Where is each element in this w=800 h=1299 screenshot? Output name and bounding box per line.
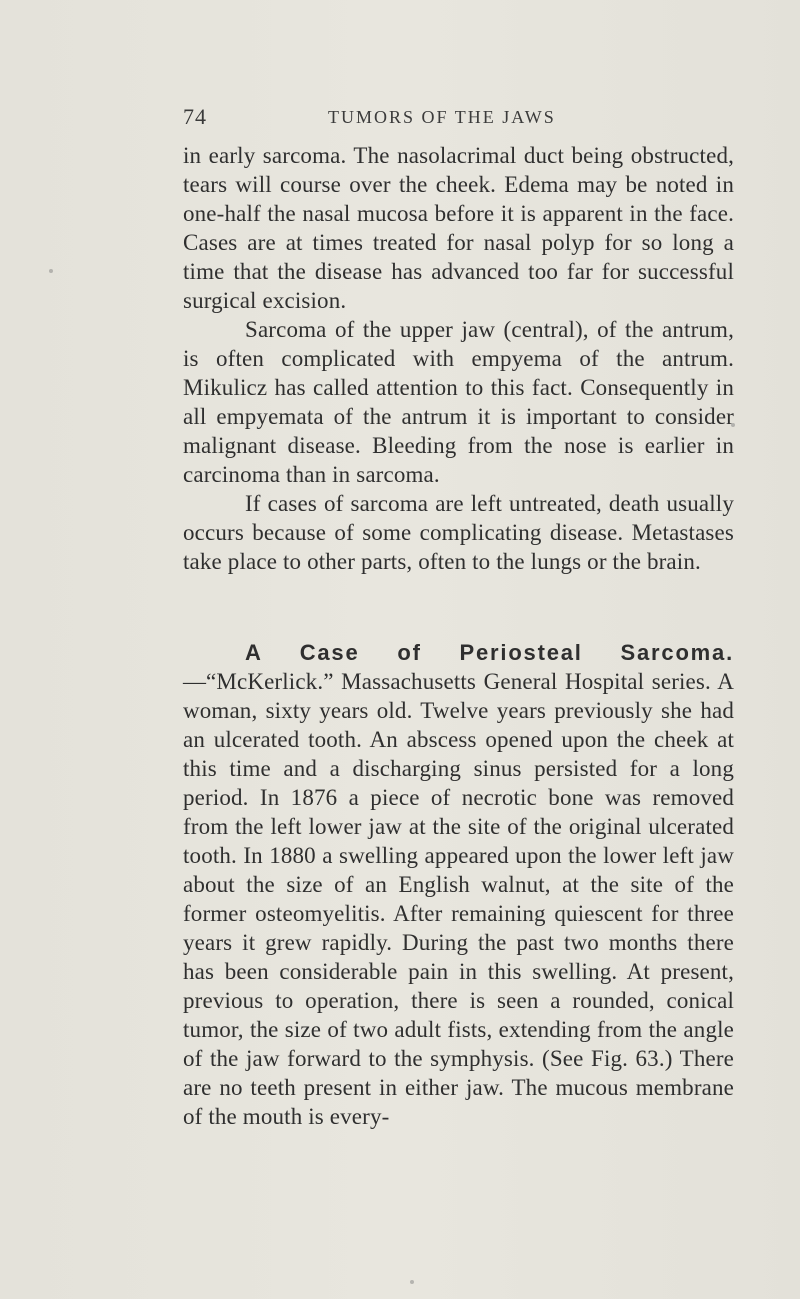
page-number: 74 [183, 104, 207, 129]
paragraph-sarcoma-upper-jaw: Sarcoma of the upper jaw (central), of the antrum, is often complicated with empyema of the antrum. Mikulicz has called attention to this fact. Consequently in all empyemata of the antrum it is important to consider malignant disease. Bleeding from the nose is earlier in carcinoma than in sarcoma. [183, 317, 734, 487]
paper-speck [731, 423, 735, 427]
paragraph-untreated-sarcoma: If cases of sarcoma are left untreated, death usually occurs because of some complicating disease. Metastases take place to other parts, often to the lungs or the brain. [183, 491, 734, 574]
paper-speck [410, 1280, 414, 1284]
running-head [183, 104, 783, 134]
case-paragraph [183, 638, 734, 1131]
case-heading: A Case of Periosteal Sarcoma. [245, 640, 734, 665]
paper-speck [49, 269, 53, 273]
running-title: TUMORS OF THE JAWS [328, 107, 556, 127]
paragraph-continuation: in early sarcoma. The nasolacrimal duct being obstructed, tears will course over the cheek. Edema may be noted in one-half the nasal mucosa before it is apparent in the face. Cases are at times treated for nasal polyp for so long a time that the disease has advanced too far for successful surgical excision. [183, 143, 734, 313]
page-text [183, 141, 734, 1131]
section-spacing [183, 576, 734, 638]
case-heading-dash: — [183, 669, 206, 694]
case-text: “McKerlick.” Massachusetts General Hospital series. A woman, sixty years old. Twelve years previously she had an ulcerated tooth. An abscess opened upon the cheek at this time and a discharging sinus persisted for a long period. In 1876 a piece of necrotic bone was removed from the left lower jaw at the site of the original ulcerated tooth. In 1880 a swelling appeared upon the lower left jaw about the size of an English walnut, at the site of the former osteomyelitis. After remaining quiescent for three years it grew rapidly. During the past two months there has been considerable pain in this swelling. At present, previous to operation, there is seen a rounded, conical tumor, the size of two adult fists, extending from the angle of the jaw forward to the symphysis. (See Fig. 63.) There are no teeth present in either jaw. The mucous membrane of the mouth is every- [183, 669, 734, 1129]
